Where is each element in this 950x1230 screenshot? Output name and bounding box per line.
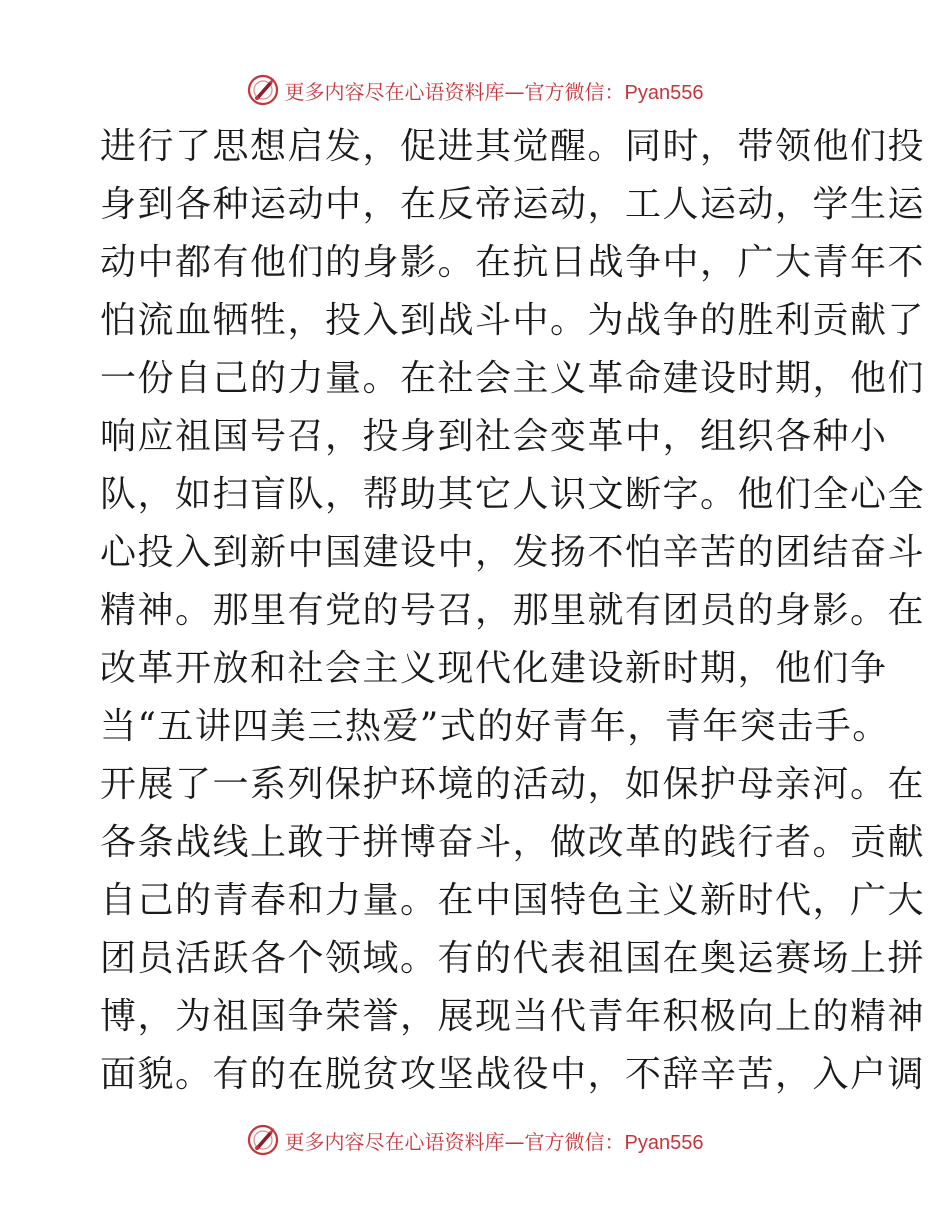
body-line: 心投入到新中国建设中，发扬不怕辛苦的团结奋斗 [100, 532, 926, 573]
banner-site-name: 更多内容尽在心语资料库 [284, 1129, 505, 1154]
body-line: 进行了思想启发，促进其觉醒。同时，带领他们投 [100, 126, 926, 167]
banner-wechat-label: 官方微信： [524, 79, 625, 104]
quill-pen-logo-icon [247, 1124, 279, 1156]
header-banner [0, 70, 950, 110]
banner-wechat-id: Pyan556 [624, 1131, 704, 1154]
footer-banner-text [285, 1126, 704, 1155]
body-line: 怕流血牺牲，投入到战斗中。为战争的胜利贡献了 [100, 300, 926, 341]
body-line: 一份自己的力量。在社会主义革命建设时期，他们 [100, 358, 926, 399]
banner-separator: — [504, 1129, 525, 1154]
banner-separator: — [504, 79, 525, 104]
body-line: 改革开放和社会主义现代化建设新时期，他们争 [100, 648, 888, 689]
banner-wechat-label: 官方微信： [524, 1129, 625, 1154]
quill-pen-logo-icon [247, 74, 279, 106]
banner-site-name: 更多内容尽在心语资料库 [284, 79, 505, 104]
banner-wechat-id: Pyan556 [624, 81, 704, 104]
body-line: 各条战线上敢于拼博奋斗，做改革的践行者。贡献 [100, 822, 926, 863]
document-body [100, 118, 926, 1104]
footer-banner [0, 1120, 950, 1160]
body-line: 团员活跃各个领域。有的代表祖国在奥运赛场上拼 [100, 938, 926, 979]
body-line: 响应祖国号召，投身到社会变革中，组织各种小 [100, 416, 888, 457]
body-line: 身到各种运动中，在反帝运动，工人运动，学生运 [100, 184, 926, 225]
body-line: 博，为祖国争荣誉，展现当代青年积极向上的精神 [100, 996, 926, 1037]
body-line: 当“五讲四美三热爱”式的好青年，青年突击手。 [100, 706, 890, 747]
body-line: 动中都有他们的身影。在抗日战争中，广大青年不 [100, 242, 926, 283]
body-line: 精神。那里有党的号召，那里就有团员的身影。在 [100, 590, 926, 631]
header-banner-text [285, 76, 704, 105]
body-line: 自己的青春和力量。在中国特色主义新时代，广大 [100, 880, 926, 921]
body-line: 面貌。有的在脱贫攻坚战役中，不辞辛苦，入户调 [100, 1054, 926, 1095]
body-line: 开展了一系列保护环境的活动，如保护母亲河。在 [100, 764, 926, 805]
body-line: 队，如扫盲队，帮助其它人识文断字。他们全心全 [100, 474, 926, 515]
